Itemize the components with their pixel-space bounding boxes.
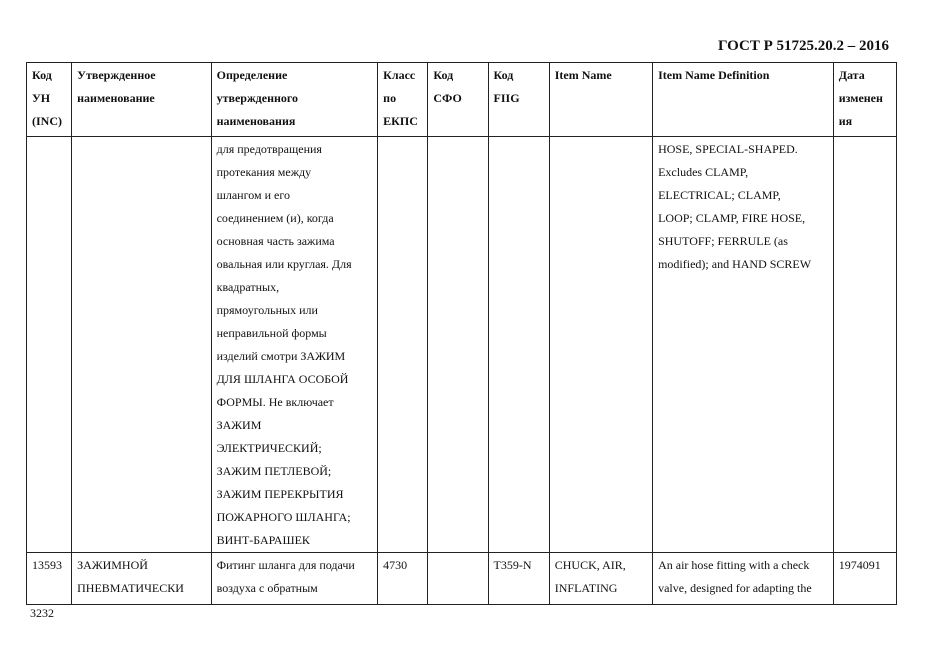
- cell-item-name: CHUCK, AIR, INFLATING: [549, 553, 652, 605]
- table-header-row: [27, 63, 897, 137]
- col-header-inc: Код УН (INC): [27, 63, 72, 137]
- cell-inc: 13593: [27, 553, 72, 605]
- cell-definition-en: HOSE, SPECIAL-SHAPED. Excludes CLAMP, ELECTRICAL; CLAMP, LOOP; CLAMP, FIRE HOSE, SHUTOFF; FERRULE (as modified); and HAND SCREW: [653, 137, 834, 553]
- cell-fiig: T359-N: [488, 553, 549, 605]
- document-standard-header: ГОСТ Р 51725.20.2 – 2016: [717, 38, 889, 54]
- table-row: [27, 137, 897, 553]
- cell-approved-name: [72, 137, 211, 553]
- cell-item-name: [549, 137, 652, 553]
- col-header-date: Дата изменен ия: [833, 63, 896, 137]
- col-header-class: Класс по ЕКПС: [378, 63, 428, 137]
- cell-inc: [27, 137, 72, 553]
- cell-sfo: [428, 137, 488, 553]
- cell-definition-ru: Фитинг шланга для подачи воздуха с обратным: [211, 553, 378, 605]
- cell-class: 4730: [378, 553, 428, 605]
- table-row: [27, 553, 897, 605]
- col-header-definition: Определение утвержденного наименования: [211, 63, 378, 137]
- col-header-approved-name: Утвержденное наименование: [72, 63, 211, 137]
- col-header-fiig: Код FIIG: [488, 63, 549, 137]
- cell-sfo: [428, 553, 488, 605]
- catalog-table: [26, 62, 897, 605]
- cell-class: [378, 137, 428, 553]
- col-header-item-name: Item Name: [549, 63, 652, 137]
- cell-date: 1974091: [833, 553, 896, 605]
- cell-date: [833, 137, 896, 553]
- page-number: 3232: [30, 606, 54, 620]
- col-header-sfo: Код СФО: [428, 63, 488, 137]
- cell-approved-name: ЗАЖИМНОЙ ПНЕВМАТИЧЕСКИ: [72, 553, 211, 605]
- cell-definition-ru: для предотвращения протекания между шлангом и его соединением (и), когда основная часть зажима овальная или круглая. Для квадратных, прямоугольных или неправильной формы изделий смотри ЗАЖИМ ДЛЯ ШЛАНГА ОСОБОЙ ФОРМЫ. Не включает ЗАЖИМ ЭЛЕКТРИЧЕСКИЙ; ЗАЖИМ ПЕТЛЕВОЙ; ЗАЖИМ ПЕРЕКРЫТИЯ ПОЖАРНОГО ШЛАНГА; ВИНТ-БАРАШЕК: [211, 137, 378, 553]
- cell-definition-en: An air hose fitting with a check valve, designed for adapting the: [653, 553, 834, 605]
- cell-fiig: [488, 137, 549, 553]
- col-header-item-name-definition: Item Name Definition: [653, 63, 834, 137]
